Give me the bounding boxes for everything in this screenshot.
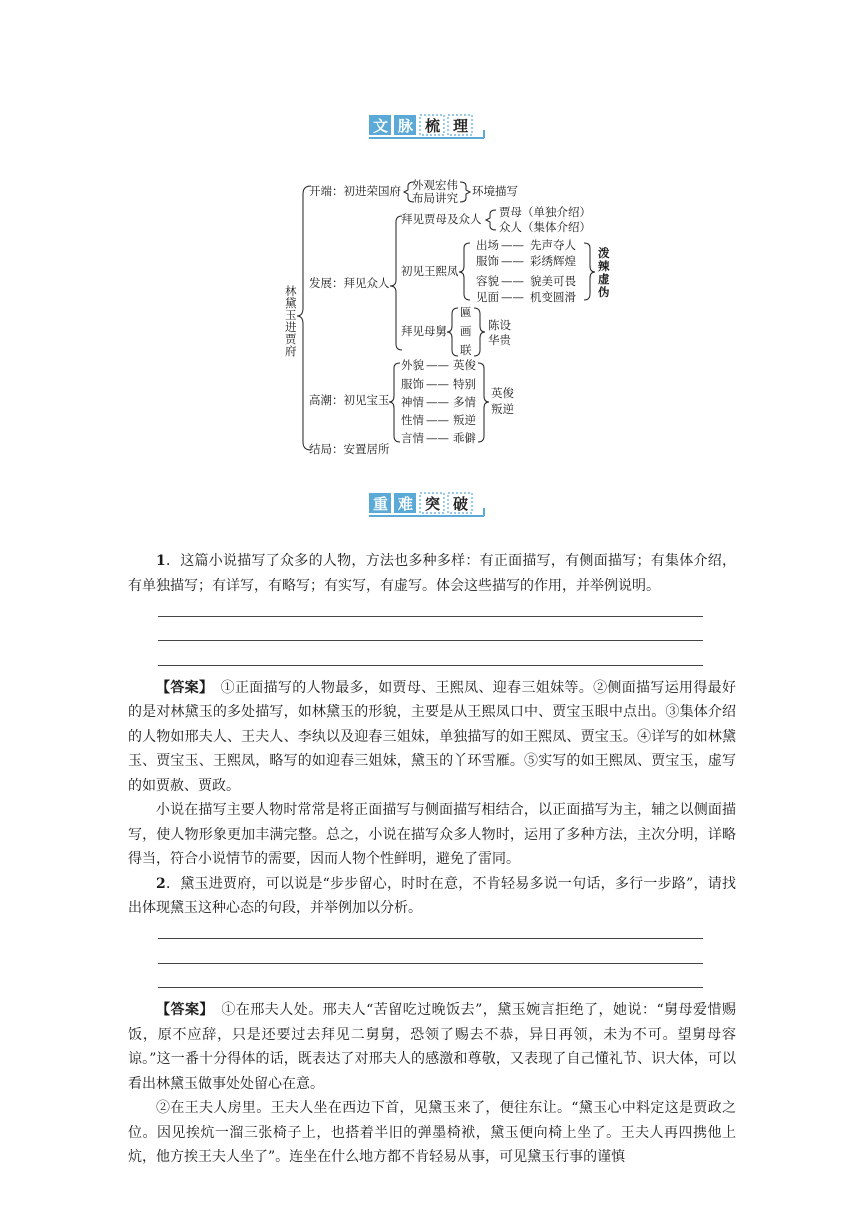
tree-leaf-dash: —— [426, 431, 449, 445]
tree-leaf-dash: —— [426, 395, 449, 409]
question-number: 1 [156, 553, 166, 569]
banner-char: 破 [453, 495, 469, 513]
tree-leaf-value: 乖僻 [453, 431, 476, 445]
tree-root-char: 玉 [285, 308, 297, 322]
tree-branch-development: 发展：拜见众人 [309, 276, 390, 290]
tree-leaf-summary: 华贵 [488, 333, 511, 347]
question-2 [128, 872, 736, 921]
tree-leaf-key: 出场 [476, 238, 499, 252]
tree-sub-branch: 拜见母舅 [401, 324, 447, 338]
tree-leaf-key: 服饰 [476, 254, 499, 268]
answer-line [158, 623, 703, 648]
answer-text: ①在邢夫人处。邢夫人“苦留吃过晚饭去”，黛玉婉言拒绝了，她说：“舅母爱惜赐饭，原不应辞，只是还要过去拜见二舅舅，恐领了赐去不恭，异日再领，未为不可。望舅母容谅。”这一番十分得体的话，既表达了对邢夫人的感激和尊敬，又表现了自己懂礼节、识大体，可以看出林黛玉做事处处留心在意。 [128, 1002, 736, 1092]
tree-summary-char: 泼 [598, 246, 610, 260]
answer-line [158, 598, 703, 623]
tree-leaf-key: 性情 [401, 413, 424, 427]
tree-leaf-key: 神情 [401, 395, 424, 409]
tree-branch-beginning: 开端：初进荣国府 [309, 184, 401, 198]
banner-char: 难 [398, 495, 414, 513]
tree-leaf-value: 英俊 [453, 358, 476, 372]
tree-leaf: 布局讲究 [412, 191, 458, 205]
tree-root-char: 黛 [285, 296, 297, 310]
banner-char: 脉 [398, 117, 414, 135]
tree-leaf-summary: 叛逆 [491, 402, 514, 416]
banner-char: 文 [373, 117, 389, 135]
tree-leaf-key: 见面 [476, 290, 499, 304]
tree-leaf-key: 言情 [401, 431, 424, 445]
answer-label: 【答案】 [156, 679, 207, 696]
tree-leaf-summary: 陈设 [488, 318, 511, 332]
tree-leaf-key: 服饰 [401, 377, 424, 391]
structure-tree [0, 180, 860, 460]
question-text: ．黛玉进贾府，可以说是“步步留心，时时在意，不肯轻易多说一句话，多行一步路”，请找出体现黛玉这种心态的句段，并举例加以分析。 [128, 875, 736, 916]
tree-root-char: 贾 [285, 332, 297, 346]
answer-line [158, 921, 703, 946]
banner-char: 梳 [425, 117, 441, 135]
question-1 [128, 549, 736, 598]
answer-line [158, 970, 703, 995]
answer-1-paragraph-2: 小说在描写主要人物时常常是将正面描写与侧面描写相结合，以正面描写为主，辅之以侧面描写，使人物形象更加丰满完整。总之，小说在描写众多人物时，运用了多种方法，主次分明，详略得当，符合小说情节的需要，因而人物个性鲜明，避免了雷同。 [128, 802, 736, 867]
tree-leaf-dash: —— [501, 290, 524, 304]
tree-leaf-value: 貌美可畏 [530, 274, 576, 288]
tree-leaf-value: 特别 [453, 377, 476, 391]
tree-leaf-value: 彩绣辉煌 [530, 254, 576, 268]
tree-leaf-summary: 环境描写 [472, 184, 518, 198]
tree-root-char: 进 [285, 320, 297, 334]
tree-sub-branch: 拜见贾母及众人 [401, 212, 482, 226]
answer-2 [128, 998, 736, 1096]
banner-char: 突 [425, 495, 441, 513]
tree-leaf: 画 [460, 324, 472, 338]
tree-summary-char: 辣 [598, 259, 610, 273]
tree-leaf: 联 [460, 343, 472, 357]
banner-char: 理 [453, 117, 469, 135]
tree-summary-char: 虚 [598, 272, 610, 286]
body-content [128, 549, 736, 1170]
banner-char: 重 [373, 495, 389, 513]
section-banner-2 [0, 492, 860, 522]
tree-leaf-dash: —— [501, 254, 524, 268]
tree-leaf: 匾 [460, 305, 472, 319]
answer-2-paragraph-2: ②在王夫人房里。王夫人坐在西边下首，见黛玉来了，便往东让。“黛玉心中料定这是贾政之位。因见挨炕一溜三张椅子上，也搭着半旧的弹墨椅袱，黛玉便向椅上坐了。王夫人再四携他上炕，他方挨王夫人坐了”。连坐在什么地方都不肯轻易从事，可见黛玉行事的谨慎 [128, 1100, 736, 1165]
answer-line [158, 945, 703, 970]
tree-leaf-dash: —— [426, 413, 449, 427]
tree-leaf-value: 机变圆滑 [530, 290, 576, 304]
tree-leaf-value: 叛逆 [453, 413, 476, 427]
section-banner-1 [0, 114, 860, 144]
tree-leaf-dash: —— [501, 238, 524, 252]
tree-leaf-value: 多情 [453, 395, 476, 409]
tree-leaf: 众人（集体介绍） [499, 220, 591, 234]
tree-leaf-value: 先声夺人 [530, 238, 576, 252]
tree-leaf-key: 外貌 [401, 358, 424, 372]
tree-leaf-dash: —— [501, 274, 524, 288]
tree-sub-branch: 初见王熙凤 [401, 264, 459, 278]
question-text: ．这篇小说描写了众多的人物，方法也多种多样：有正面描写，有侧面描写；有集体介绍，有单独描写；有详写，有略写；有实写，有虚写。体会这些描写的作用，并举例说明。 [128, 553, 736, 594]
answer-text: ①正面描写的人物最多，如贾母、王熙凤、迎春三姐妹等。②侧面描写运用得最好的是对林黛玉的多处描写，如林黛玉的形貌，主要是从王熙凤口中、贾宝玉眼中点出。③集体介绍的人物如邢夫人、王夫人、李纨以及迎春三姐妹，单独描写的如王熙凤、贾宝玉。④详写的如林黛玉、贾宝玉、王熙凤，略写的如迎春三姐妹，黛玉的丫环雪雁。⑤实写的如王熙凤、贾宝玉，虚写的如贾赦、贾政。 [128, 679, 737, 794]
tree-root-char: 林 [285, 284, 297, 298]
tree-leaf: 贾母（单独介绍） [499, 205, 591, 219]
tree-leaf: 外观宏伟 [412, 178, 458, 192]
tree-root-char: 府 [285, 344, 297, 358]
tree-leaf-dash: —— [426, 377, 449, 391]
answer-1 [128, 676, 736, 799]
answer-line [158, 647, 703, 672]
tree-summary-char: 伪 [598, 285, 610, 299]
answer-label: 【答案】 [156, 1002, 207, 1018]
tree-branch-climax: 高潮：初见宝玉 [309, 393, 390, 407]
tree-leaf-summary: 英俊 [491, 386, 514, 400]
tree-branch-ending: 结局：安置居所 [309, 442, 390, 456]
tree-leaf-key: 容貌 [476, 274, 499, 288]
question-number: 2 [156, 875, 166, 892]
tree-leaf-dash: —— [426, 358, 449, 372]
